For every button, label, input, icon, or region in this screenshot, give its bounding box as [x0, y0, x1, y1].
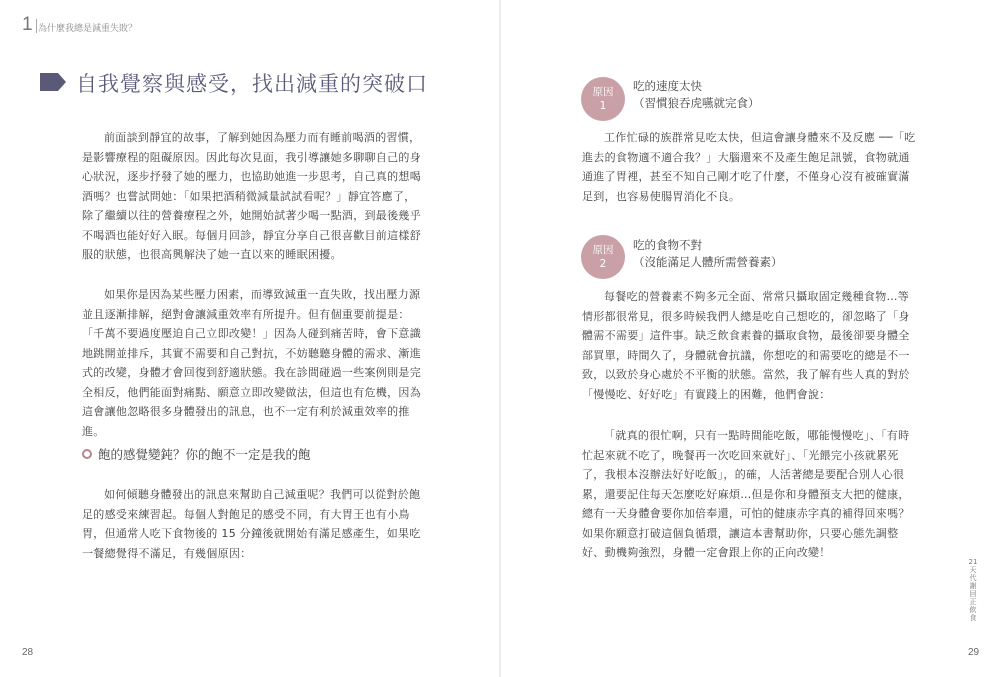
section-heading: 自我覺察與感受，找出減重的突破口	[76, 72, 428, 96]
chapter-number: 1	[22, 14, 33, 35]
page-number-right: 29	[968, 647, 980, 658]
reason-2-badge	[581, 235, 625, 279]
reason-1-title-line-1: 吃的速度太快	[633, 79, 702, 93]
sub-heading: 飽的感覺變鈍？你的飽不一定是我的飽	[98, 447, 311, 462]
reason-2-badge-word: 原因	[592, 244, 614, 256]
paragraph-2: 如果你是因為某些壓力困素，而導致減重一直失敗，找出壓力源並且逐漸排解，絕對會讓減重效率有所提升。但有個重要前提是：「千萬不要過度壓迫自己立即改變！」因為人碰到痛苦時，會下意識地跳開並排斥，其實不需要和自己對抗，不妨聽聽身體的需求、漸進式的改變，身體才會回復到舒適狀態。我在診間碰過一些案例則是完全相反，他們能面對痛點、願意立即改變做法，但這也有危機，因為這會讓他忽略很多身體發出的訊息，也不一定有利於減重效率的推進。	[82, 288, 421, 438]
circle-bullet-icon	[82, 449, 92, 459]
reason-2-title-line-1: 吃的食物不對	[633, 238, 702, 252]
paragraph-1: 前面談到靜宜的故事，了解到她因為壓力而有睡前喝酒的習慣，是影響療程的阻礙原因。因此每次見面，我引導讓她多聊聊自己的身心狀況，逐步抒發了她的壓力，也協助她進一步思考，自己真的想喝酒嗎？也嘗試問她：「如果把酒稍微減量試試看呢？」靜宜答應了，除了繼續以往的營養療程之外，她開始試著少喝一點酒，到最後幾乎不喝酒也能好好入眠。每個月回診，靜宜分享自己很喜歡目前這樣舒服的狀態，也很高興解決了她一直以來的睡眠困擾。	[82, 131, 421, 261]
reason-1-title-line-2: （習慣狼吞虎嚥就完食）	[633, 96, 760, 110]
reason-2-body: 每餐吃的營養素不夠多元全面、常常只攝取固定幾種食物…等情形都很常見，很多時候我們人總是吃自己想吃的，卻忽略了「身體需不需要」這件事。缺乏飲食素養的攝取食物，最後卻要身體全部買單，時間久了，身體就會抗議，你想吃的和需要吃的總是不一致，以致於身心處於不平衡的狀態。當然，我了解有些人真的對於「慢慢吃、好好吃」有實踐上的困難，他們會說：	[582, 290, 910, 401]
reason-1-badge-number: 1	[599, 100, 607, 112]
reason-2-title	[633, 237, 783, 271]
reason-1-badge-word: 原因	[592, 86, 614, 98]
reason-2-badge-number: 2	[599, 258, 607, 270]
chapter-title: 為什麼我總是減重失敗？	[38, 24, 138, 34]
section-arrow-icon	[40, 73, 66, 91]
reason-1-body: 工作忙碌的族群常見吃太快，但這會讓身體來不及反應 ──「吃進去的食物適不適合我？」大腦還來不及產生飽足訊號，食物就通通進了胃裡，甚至不知自己剛才吃了什麼，不僅身心沒有被確實滿足到，也容易使腸胃消化不良。	[582, 131, 916, 203]
header-divider	[36, 19, 37, 33]
page-number-left: 28	[22, 647, 34, 658]
reason-1-badge	[581, 77, 625, 121]
book-side-title: 21天代謝回正飲食	[968, 558, 978, 622]
reason-1-title	[633, 78, 760, 112]
reason-2-title-line-2: （沒能滿足人體所需營養素）	[633, 255, 783, 269]
quote-paragraph: 「就真的很忙啊，只有一點時間能吃飯，哪能慢慢吃」、「有時忙起來就不吃了，晚餐再一次吃回來就好」、「光餵完小孩就累死了，我根本沒辦法好好吃飯」，的確，人活著總是要配合別人心很累，還要記住每天怎麼吃好麻煩…但是你和身體預支大把的健康，總有一天身體會要你加倍奉還，可怕的健康赤字真的補得回來嗎？如果你願意打破這個負循環，讓這本書幫助你，只要心態先調整好、動機夠強烈，身體一定會跟上你的正向改變！	[582, 429, 910, 559]
paragraph-3: 如何傾聽身體發出的訊息來幫助自己減重呢？我們可以從對於飽足的感受來練習起。每個人對飽足的感受不同，有大胃王也有小鳥胃，但通常人吃下食物後的 15 分鐘後就開始有滿足感產生，如果吃一餐總覺得不滿足，有幾個原因：	[82, 488, 421, 560]
